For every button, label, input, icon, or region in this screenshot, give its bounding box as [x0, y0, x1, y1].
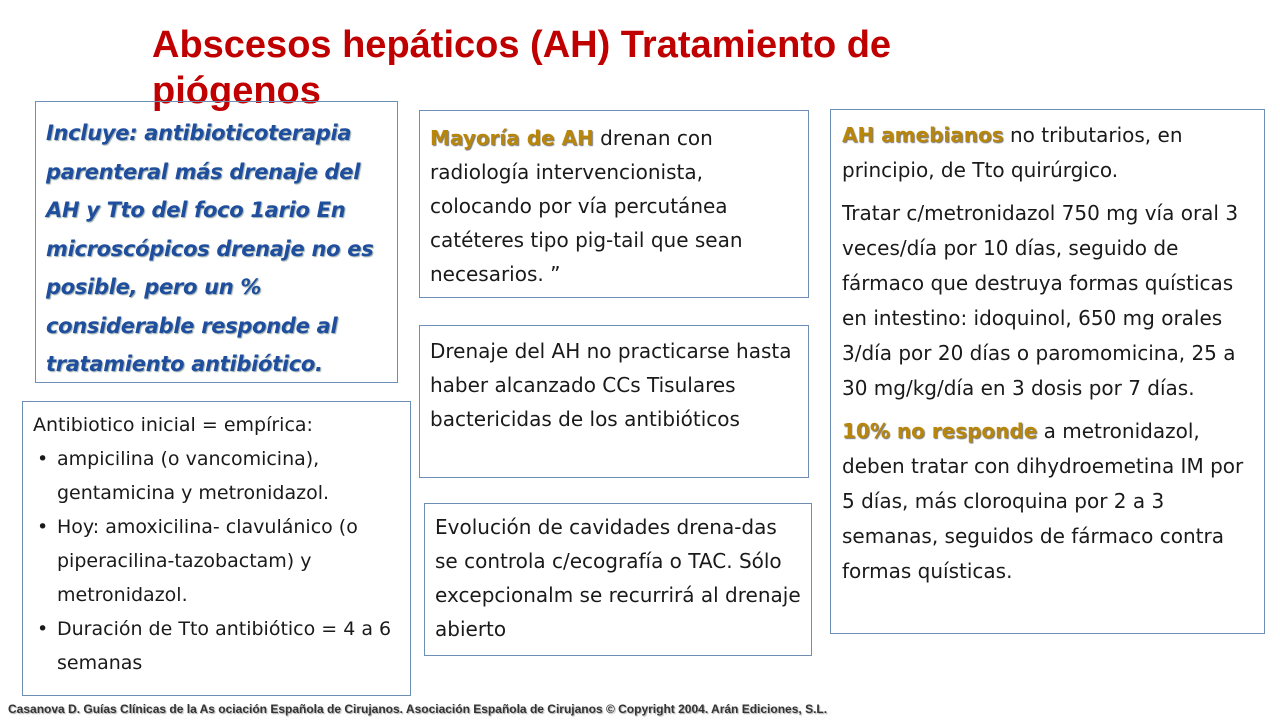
list-item: • ampicilina (o vancomicina), gentamicina y metronidazol.	[57, 442, 402, 510]
amebianos-textbox	[830, 109, 1265, 634]
incluye-text: Incluye: antibioticoterapia parenteral más drenaje del AH y Tto del foco 1ario En microscópicos drenaje no es posible, pero un % considerable responde al tratamiento antibiótico.	[46, 121, 374, 376]
amebianos-p1-text: no tributarios, en principio, de Tto quirúrgico.	[842, 123, 1183, 182]
slide-title: Abscesos hepáticos (AH) Tratamiento de piógenos	[152, 24, 892, 112]
amebianos-paragraph-2: Tratar c/metronidazol 750 mg vía oral 3 veces/día por 10 días, seguido de fármaco que destruya formas quísticas en intestino: idoquinol, 650 mg orales 3/día por 20 días o paromomicina, 25 a 30 mg/kg/día en 3 dosis por 7 días.	[842, 201, 1239, 400]
antibiotico-textbox	[22, 401, 411, 696]
incluye-textbox	[35, 101, 398, 383]
amebianos-p3-text: a metronidazol, deben tratar con dihydroemetina IM por 5 días, más cloroquina por 2 a 3 semanas, seguidos de fármaco contra formas quísticas.	[842, 419, 1244, 583]
evolucion-text: Evolución de cavidades drena-das se controla c/ecografía o TAC. Sólo excepcionalm se recurrirá al drenaje abierto	[435, 515, 801, 641]
antibiotico-heading: Antibiotico inicial = empírica:	[33, 414, 313, 436]
no-responde-highlight: 10% no responde	[842, 419, 1038, 443]
drenaje-textbox	[419, 325, 809, 478]
mayoria-text: drenan con radiología intervencionista, colocando por vía percutánea catéteres tipo pig-tail que sean necesarios. ”	[430, 126, 743, 286]
amebianos-paragraph-1	[842, 118, 1256, 188]
mayoria-highlight: Mayoría de AH	[430, 126, 594, 150]
amebianos-paragraph-3	[842, 414, 1256, 589]
list-item: • Hoy: amoxicilina- clavulánico (o piperacilina-tazobactam) y metronidazol.	[57, 510, 402, 612]
antibiotico-list	[33, 442, 402, 680]
evolucion-textbox	[424, 503, 812, 656]
citation-footer: Casanova D. Guías Clínicas de la As ociación Española de Cirujanos. Asociación Española de Cirujanos © Copyright 2004. Arán Ediciones, S.L.	[8, 702, 828, 716]
mayoria-paragraph	[430, 121, 800, 291]
amebianos-highlight: AH amebianos	[842, 123, 1004, 147]
list-item: • Duración de Tto antibiótico = 4 a 6 semanas	[57, 612, 402, 680]
drenaje-text: Drenaje del AH no practicarse hasta haber alcanzado CCs Tisulares bactericidas de los antibióticos	[430, 339, 792, 431]
mayoria-textbox	[419, 110, 809, 298]
